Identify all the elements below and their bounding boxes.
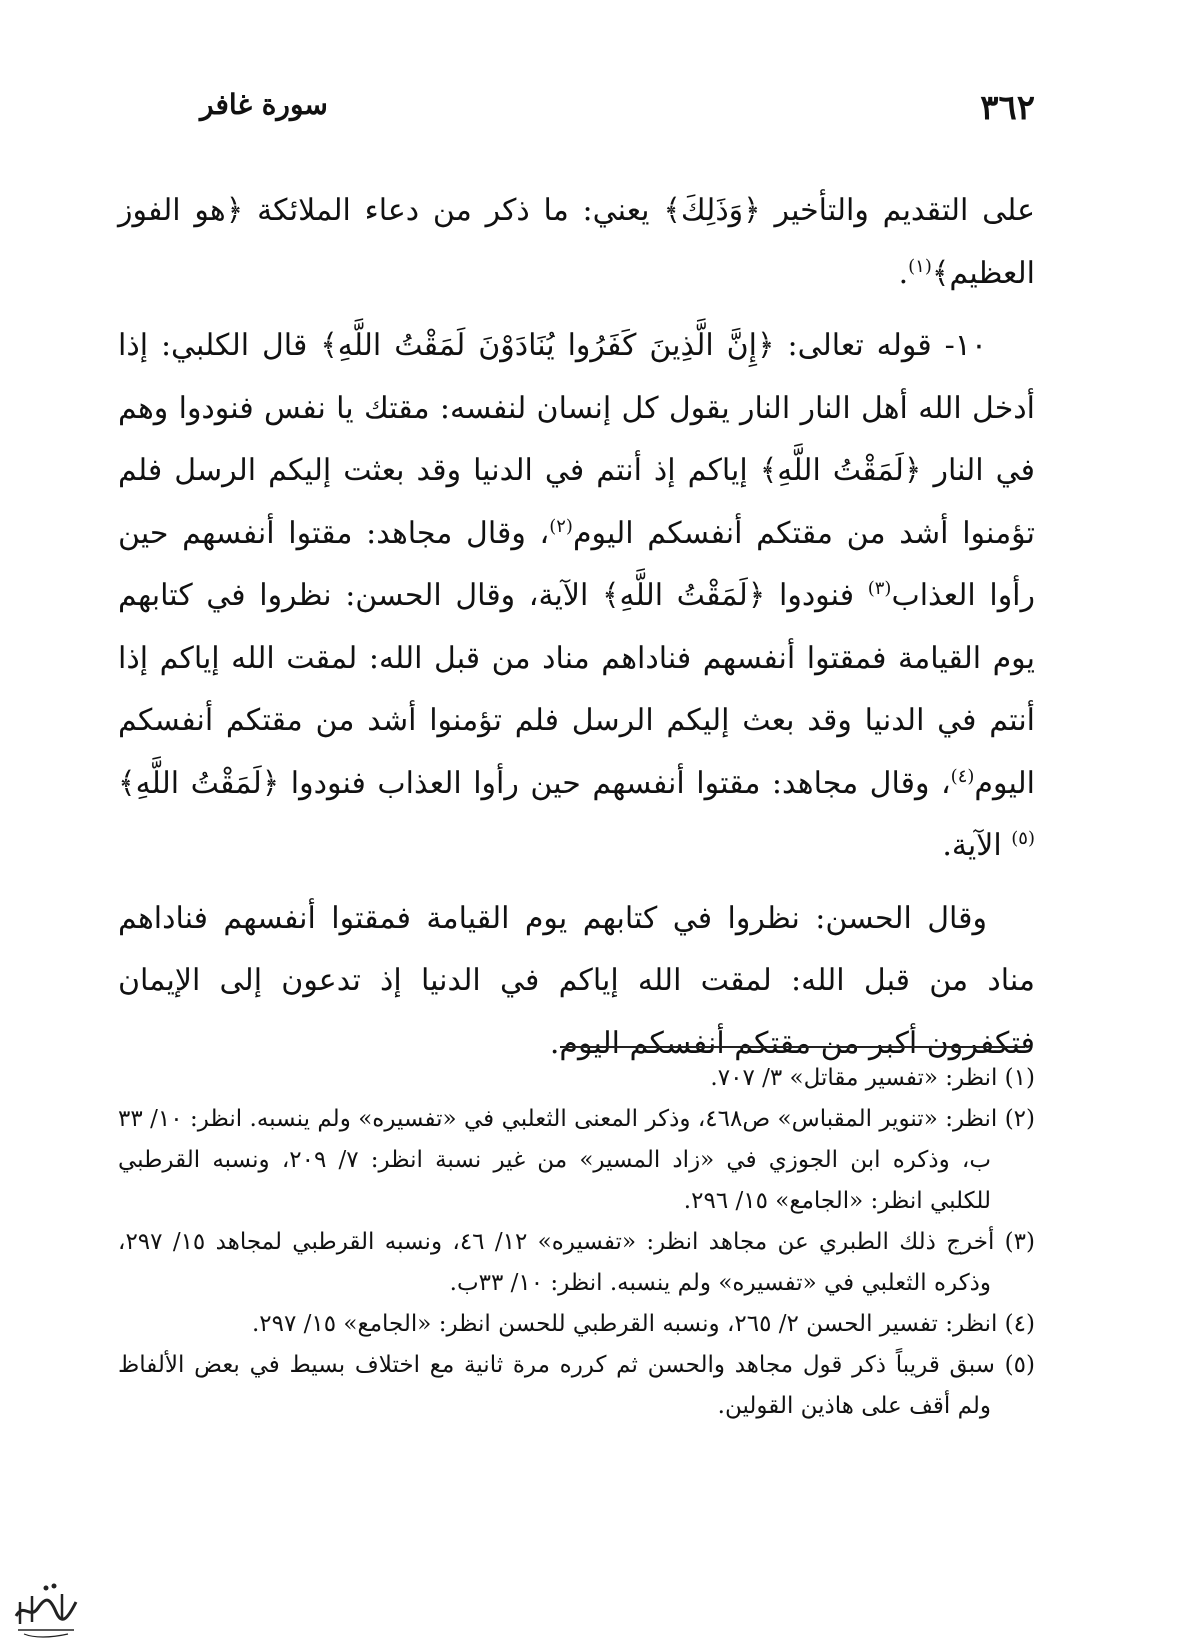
paragraph-text: وقال الحسن: نظروا في كتابهم يوم القيامة فمقتوا أنفسهم فناداهم مناد من قبل الله: لمقت الله إياكم في الدنيا إذ تدعون إلى الإيمان فتكفرون أكبر من مقتكم أنفسكم اليوم.: [118, 900, 1035, 1061]
paragraph-text: ، وقال مجاهد: مقتوا أنفسهم حين رأوا العذاب فنودوا ﴿لَمَقْتُ اللَّهِ﴾: [118, 765, 951, 801]
footnote: (٢) انظر: «تنوير المقباس» ص٤٦٨، وذكر المعنى الثعلبي في «تفسيره» ولم ينسبه. انظر: ١٠/ ٣٣ ب، وذكره ابن الجوزي في «زاد المسير» من غير نسبة انظر: ٧/ ٢٠٩، ونسبه القرطبي للكلبي انظر: «الجامع» ١٥/ ٢٩٦.: [118, 1106, 1036, 1214]
paragraph: [118, 315, 1035, 878]
footnote-ref: (٤): [950, 765, 975, 787]
almoshahem-seal-icon: [10, 1572, 82, 1640]
footnote-ref: (٣): [867, 578, 892, 599]
paragraph-text: الآية.: [942, 828, 1012, 863]
page-header: [200, 88, 1035, 136]
paragraph-text: ١٠- قوله تعالى: ﴿إِنَّ الَّذِينَ كَفَرُوا يُنَادَوْنَ لَمَقْتُ اللَّهِ﴾ قال الكلبي: إذا أدخل الله أهل النار النار يقول كل إنسان لنفسه: مقتك يا نفس فنودوا وهم في النار ﴿لَمَقْتُ اللَّهِ﴾ إياكم إذ أنتم في الدنيا وقد بعثت إليكم الرسل فلم تؤمنوا أشد من مقتكم أنفسكم اليوم: [118, 328, 1035, 551]
footnote-ref: (٥): [1011, 828, 1035, 849]
paragraph: [118, 180, 1035, 305]
paragraph-text: ، وقال مجاهد: مقتوا أنفسهم حين رأوا العذاب: [118, 515, 1036, 613]
footnotes: [118, 1058, 1035, 1427]
surah-title: سورة غافر: [200, 88, 328, 121]
paragraph-tail: .: [898, 255, 909, 291]
paragraph-text: على التقديم والتأخير ﴿وَذَلِكَ﴾ يعني: ما ذكر من دعاء الملائكة ﴿هو الفوز العظيم﴾: [118, 193, 1035, 291]
footnote: (١) انظر: «تفسير مقاتل» ٣/ ٧٠٧.: [710, 1065, 1035, 1091]
footnote-separator: [560, 1046, 1025, 1048]
main-text: [118, 180, 1035, 1075]
paragraph-text: فنودوا ﴿لَمَقْتُ اللَّهِ﴾ الآية، وقال الحسن: نظروا في كتابهم يوم القيامة فمقتوا أنفسهم فناداهم مناد من قبل الله: لمقت الله إياكم إذا أنتم في الدنيا وقد بعث إليكم الرسل فلم تؤمنوا أشد من مقتكم أنفسكم اليوم: [118, 578, 1035, 801]
footnote-ref: (١): [908, 255, 932, 277]
footnote-ref: (٢): [549, 515, 573, 537]
footnote: (٤) انظر: تفسير الحسن ٢/ ٢٦٥، ونسبه القرطبي للحسن انظر: «الجامع» ١٥/ ٢٩٧.: [251, 1311, 1035, 1337]
page-number: ٣٦٢: [980, 88, 1035, 128]
footnote: (٥) سبق قريباً ذكر قول مجاهد والحسن ثم كرره مرة ثانية مع اختلاف بسيط في بعض الألفاظ ولم أقف على هاذين القولين.: [118, 1352, 1035, 1419]
footnote: (٣) أخرج ذلك الطبري عن مجاهد انظر: «تفسيره» ١٢/ ٤٦، ونسبه القرطبي لمجاهد ١٥/ ٢٩٧، وذكره الثعلبي في «تفسيره» ولم ينسبه. انظر: ١٠/ ٣٣ب.: [118, 1229, 1035, 1296]
